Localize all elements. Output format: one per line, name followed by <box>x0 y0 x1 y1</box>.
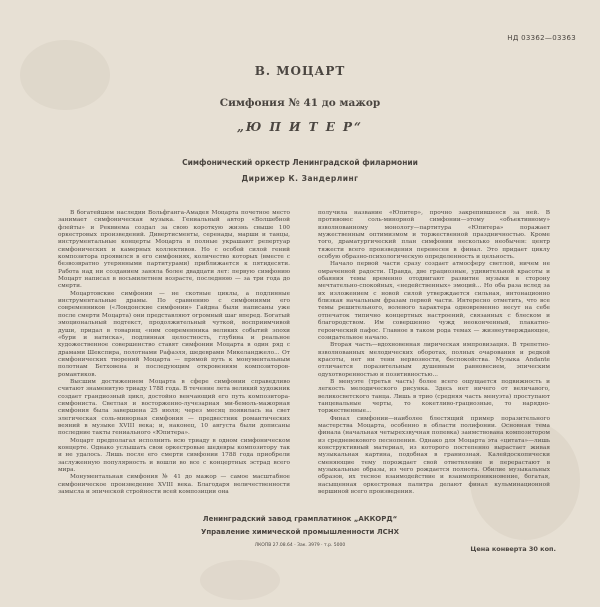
paragraph: Финал симфонии—наиболее блестящий пример поразительного мастерства Моцарта, особенно в области полифонии. Основная тема финала (начальная четырехзвучная попевка) заимствована композитором из средневекового песнопения. Однако для Моцарта эта «цитата»—лишь конструктивный материал, из которого постепенно вырастает живая музыкальная картина, подобная в граниозная. Калейдоскопически сменяющие тему порождает свой ответвление и перерастают в музыкальные образы, из чего рождается полнота. Обилие музыкальных образов, их тесное взаимодействие и взаимопроникновение, богатая, насыщенная оркестровая палитра делают финал кульминационной вершиной всего произведения. <box>318 415 550 496</box>
work-subtitle: „Ю П И Т Е Р“ <box>237 120 363 134</box>
catalog-number: НД 03362—03363 <box>507 34 576 42</box>
conductor-line: Дирижер К. Зандерлинг <box>241 174 359 183</box>
paragraph: Моцарт предполагал исполнить всю триаду в одном симфоническом концерте. Однако услышать свои оркестровые шедевры композитору так и не удалось. Лишь после его смерти симфонии 1788 года приобрели заслуженную популярность и вошли во все с концертных эстрад всего мира. <box>58 437 290 474</box>
price-label: Цена конверта 30 коп. <box>470 545 556 553</box>
paragraph: Высшим достижением Моцарта в сфере симфонии справедливо считают знаменитую триаду 1788 года. В течение лета великий художник создает грандиозный цикл, достойно венчающий его путь композитора-симфониста. Светлая и восторженно-лучезарная ми-бемоль-мажорная симфония была завершена 25 июля; через месяц появилась на свет элегическая соль-минорная симфония — предвестник романтических веяний в музыке XVIII века; и, наконец, 10 августа были дописаны последние такты гениального «Юпитера». <box>58 378 290 437</box>
manufacturer-name: Ленинградский завод грамплатинок „АККОРД“ <box>202 515 398 523</box>
performer-line: Симфонический оркестр Ленинградской филармонии <box>182 158 418 167</box>
paragraph: В богатейшем наследии Вольфганга-Амадея Моцарта почетное место занимает симфоническая музыка. Гениальный автор «Волшебной флейты» и Реквиема создал за свою короткую жизнь свыше 100 оркестровых произведений. Дивертисменты, серенады, марши и танцы, инструментальные концерты Моцарта в полные украшают репертуар симфонических и камерных коллективов. Но с особой силой гений композитора проявился в его симфониях, количество которых (вместе с безвозвратно утерянными партитурами) приближается к пятидесяти. Работа над ни созданием заняла более двадцати лет: первую симфонию Моцарт написал в восьмилетнем возрасте, последнюю — за три года до смерти. <box>58 210 290 290</box>
paragraph: Вторая часть—вдохновенная лирическая импровизация. В трепетно-взволнованных мелодических оборотах, полных очарования и редкой красоты, нет ни тени нервозности, беспокойства. Музыка Andante отличается поразительным душевным равновесием, эпическим одухотворенностью и позитивностью... <box>318 342 550 378</box>
paragraph: Моцартовские симфонии — не скотные циклы, а подлинные инструментальные драмы. По сравнению с симфониями его современников («Лондонские симфонии» Гайдна были написаны уже после смерти Моцарта) они представляют огромный шаг вперед. Богатый эмоциональный подтекст, продолжительный чуткой, восприимчивой души, придал в товарищ «ним современника великих событий эпохи «бури и натиска», подлинная целостность, глубина и реальное художественное совершенство ставят симфонии Моцарта в один ряд с драмами Шекспира, полотнами Рафаэля, шедеврами Микеланджело... От симфонических творений Моцарта — прямой путь к монументальным полотнам Бетховена и последующим откровениям композиторов-романтиков. <box>58 290 290 378</box>
liner-notes-left-column <box>58 210 290 496</box>
paper-stain <box>200 560 280 600</box>
paragraph: Начало первой части сразу создает атмосферу светлой, ничем не омраченной радости. Правда, две грациозные, удивительной красоты и обаяния темы временно отодвигают развитие музыки в сторону мечтательно-спокойных, «недейственных» эмоций... Но оба раза вслед за их изложением с новой силой утверждается сильная, интонационно близкая начальным фразам первой части. Интересно отметить, что все темы решительного, волевого характера одновременно несут на себе отпечаток типично концертных настроений, связанных с блеском и благородством. Им совершенно чужд неоконченный, плакатно-героический пафос. Главное в таком рода темах — жизнеутверждающее, созидательное начало. <box>318 261 550 341</box>
paragraph: получила название «Юпитер», прочно закрепившееся за ней. В противовес соль-минорной симфонии—этому «объективному» взволнованному монологу—партитура «Юпитера» поражает мужественным оптимизмом и торжественной праздничностью. Кроме того, драматургический план симфонии несколько необычен: центр тяжести всего произведения перенесен в финал. Это придает циклу особую образно-психологическую определенность и цельность. <box>318 210 550 261</box>
manufacturer-org: Управление химической промышленности ЛСНХ <box>200 528 400 536</box>
composer-name: В. МОЦАРТ <box>254 64 346 78</box>
print-info: ЛКОПВ 27.08.64 · Зак. 3979 · т.р. 5000 <box>254 543 346 548</box>
paragraph: Монументальная симфония № 41 до мажор — самое масштабное симфоническое произведение XVIII века. Благодаря величественности замысла и эпической стройности всей композиции она <box>58 474 290 496</box>
work-title: Симфония № 41 до мажор <box>219 97 381 109</box>
paragraph: В менуэте (третья часть) более всего ощущается подвижность и легкость мелодического рисунка. Здесь нет ничего от величавого, великосветского танца. Лишь в трио (средняя часть менуэта) проступают танцевальные черты, то кокетливо-грациозные, то нарядно-торжественные... <box>318 378 550 415</box>
liner-notes-right-column <box>318 210 550 496</box>
